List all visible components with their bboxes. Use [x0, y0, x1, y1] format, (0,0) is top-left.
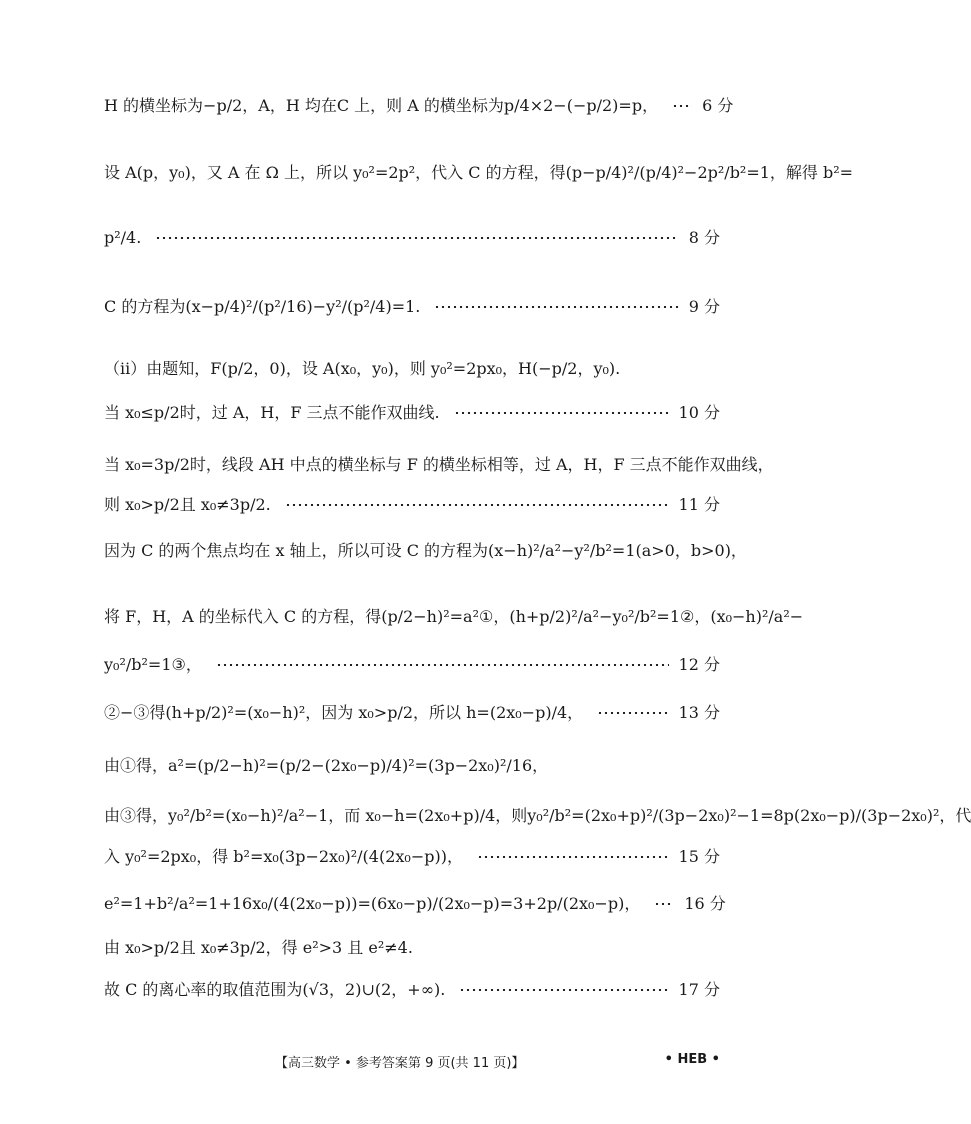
score-label: 17 分 [678, 980, 720, 999]
leader-dots [672, 105, 692, 107]
score-label: 11 分 [678, 495, 720, 514]
line-text: 故 C 的离心率的取值范围为(√3，2)∪(2，+∞). [104, 980, 446, 999]
line-text: C 的方程为(x−p/4)²/(p²/16)−y²/(p²/4)=1. [104, 297, 421, 316]
line-text: e²=1+b²/a²=1+16x₀/(4(2x₀−p))=(6x₀−p)/(2x₀−p)=3+2p/(2x₀−p)， [104, 894, 641, 913]
answer-line-2 [104, 163, 854, 183]
answer-line-13 [104, 756, 720, 776]
answer-line-4 [104, 297, 720, 317]
answer-line-17 [104, 938, 720, 958]
line-text: 当 x₀=3p/2时，线段 AH 中点的横坐标与 F 的横坐标相等，过 A，H，F 三点不能作双曲线， [104, 455, 774, 474]
line-text: 由①得，a²=(p/2−h)²=(p/2−(2x₀−p)/4)²=(3p−2x₀)²/16， [104, 756, 549, 775]
score-label: 15 分 [678, 847, 720, 866]
score-label: 13 分 [678, 703, 720, 722]
score-label: 9 分 [688, 297, 720, 316]
answer-line-7 [104, 455, 774, 475]
score-label: 10 分 [678, 403, 720, 422]
answer-line-3 [104, 228, 720, 248]
line-text: （ⅱ）由题知，F(p/2，0)，设 A(x₀，y₀)，则 y₀²=2px₀，H(−p/2，y₀). [104, 359, 621, 378]
line-text: 由 x₀>p/2且 x₀≠3p/2，得 e²>3 且 e²≠4. [104, 938, 413, 957]
line-text: 将 F，H，A 的坐标代入 C 的方程，得(p/2−h)²=a²①，(h+p/2)²/a²−y₀²/b²=1②，(x₀−h)²/a²− [104, 607, 804, 626]
footer-code: • HEB • [664, 1052, 720, 1067]
answer-line-16 [104, 894, 726, 914]
answer-line-5 [104, 359, 720, 379]
answer-line-8 [104, 495, 720, 515]
footer-page-number: 第 9 页(共 11 页)】 [407, 1056, 525, 1071]
line-text: 则 x₀>p/2且 x₀≠3p/2. [104, 495, 271, 514]
leader-dots [216, 664, 669, 666]
answer-line-11 [104, 655, 720, 675]
line-text: 入 y₀²=2px₀，得 b²=x₀(3p−2x₀)²/(4(2x₀−p))， [104, 847, 463, 866]
leader-dots [155, 237, 678, 239]
leader-dots [434, 306, 678, 308]
leader-dots [597, 712, 668, 714]
footer-title [275, 1052, 524, 1071]
score-label: 8 分 [688, 228, 720, 247]
answer-line-14 [104, 806, 971, 826]
leader-dots [454, 412, 669, 414]
line-text: 由③得，y₀²/b²=(x₀−h)²/a²−1，而 x₀−h=(2x₀+p)/4，则y₀²/b²=(2x₀+p)²/(3p−2x₀)²−1=8p(2x₀−p)/(3p−2x₀)²，代 [104, 806, 971, 825]
line-text: p²/4. [104, 228, 142, 247]
answer-line-9 [104, 541, 747, 561]
score-label: 12 分 [678, 655, 720, 674]
answer-line-10 [104, 607, 804, 627]
line-text: y₀²/b²=1③， [104, 655, 202, 674]
line-text: ②−③得(h+p/2)²=(x₀−h)²，因为 x₀>p/2，所以 h=(2x₀−p)/4， [104, 703, 584, 722]
score-label: 16 分 [684, 894, 726, 913]
leader-dots [477, 856, 669, 858]
score-label: 6 分 [702, 96, 734, 115]
line-text: 因为 C 的两个焦点均在 x 轴上，所以可设 C 的方程为(x−h)²/a²−y²/b²=1(a>0，b>0)， [104, 541, 747, 560]
line-text: H 的横坐标为−p/2，A，H 均在C 上，则 A 的横坐标为p/4×2−(−p/2)=p， [104, 96, 659, 115]
line-text: 设 A(p，y₀)，又 A 在 Ω 上，所以 y₀²=2p²，代入 C 的方程，得(p−p/4)²/(p/4)²−2p²/b²=1，解得 b²= [104, 163, 854, 182]
answer-line-1 [104, 96, 734, 116]
answer-line-6 [104, 403, 720, 423]
line-text: 当 x₀≤p/2时，过 A，H，F 三点不能作双曲线. [104, 403, 440, 422]
leader-dots [285, 504, 669, 506]
answer-line-15 [104, 847, 720, 867]
answer-line-18 [104, 980, 720, 1000]
footer-subject: 【高三数学 • 参考答案 [275, 1056, 408, 1071]
leader-dots [654, 903, 674, 905]
leader-dots [459, 989, 668, 991]
answer-line-12 [104, 703, 720, 723]
